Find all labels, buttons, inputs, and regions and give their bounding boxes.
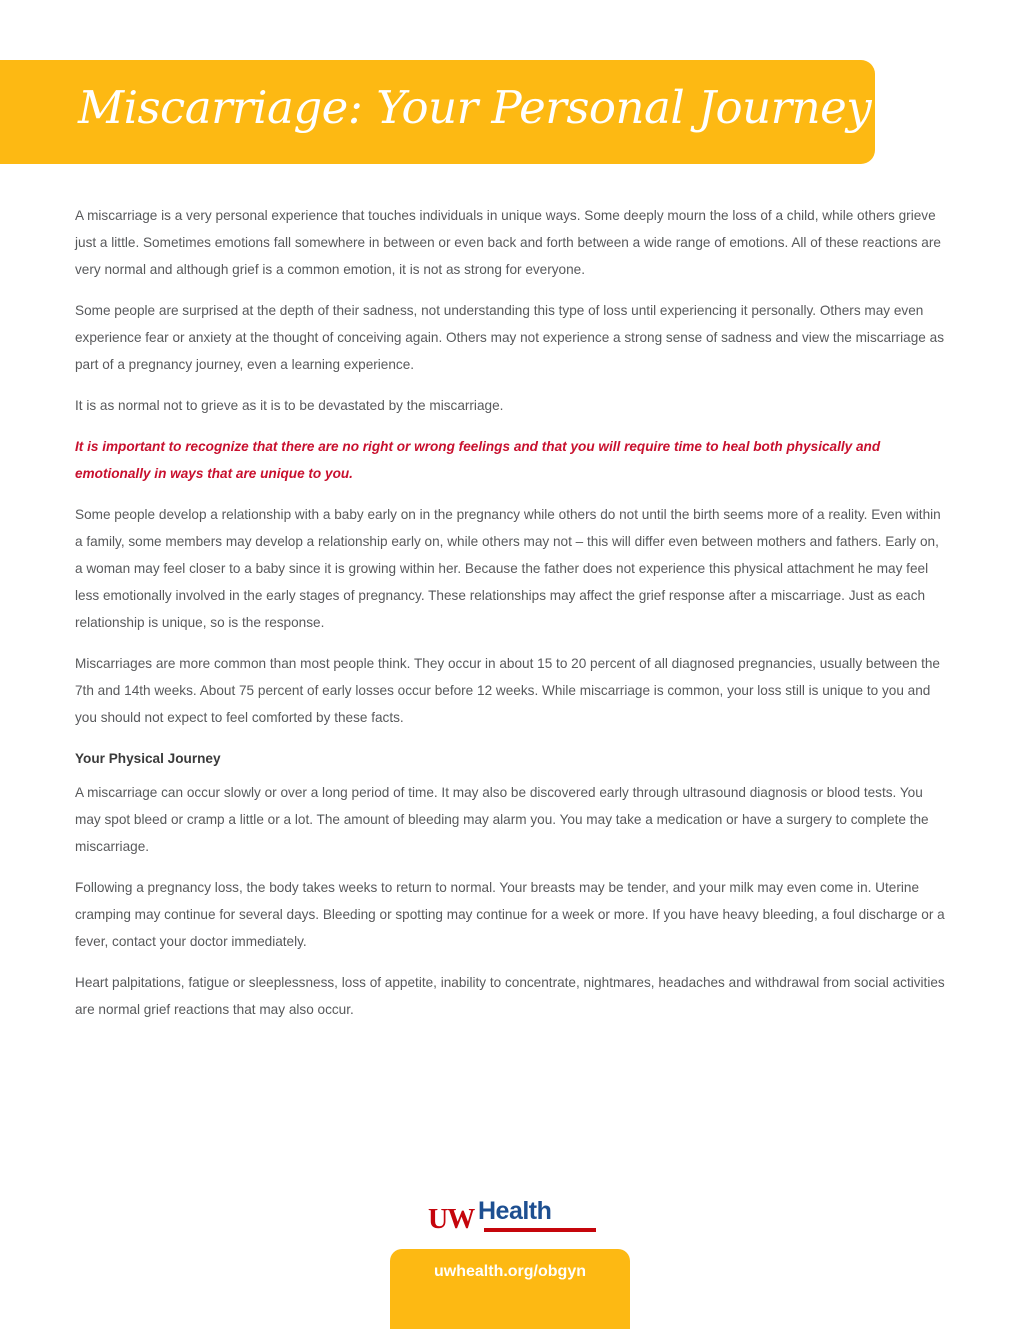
- paragraph-depth-of-sadness: Some people are surprised at the depth of their sadness, not understanding this type of loss until experiencing it personally. Others may even experience fear or anxiety at the thought of conceiving again. Others may not experience a strong sense of sadness and view the miscarriage as part of a pregnancy journey, even a learning experience.: [75, 303, 944, 372]
- logo-underline: [484, 1228, 596, 1232]
- paragraph-emphasis: It is important to recognize that there are no right or wrong feelings and that you will require time to heal both physically and emotionally in ways that are unique to you.: [75, 439, 881, 481]
- logo-uw-text: UW: [428, 1204, 475, 1235]
- document-body: [75, 202, 950, 1037]
- uw-health-logo: [428, 1196, 598, 1236]
- paragraph-normal-not-to-grieve: It is as normal not to grieve as it is to be devastated by the miscarriage.: [75, 398, 504, 413]
- paragraph-physical-recovery: Following a pregnancy loss, the body takes weeks to return to normal. Your breasts may be tender, and your milk may even come in. Uterine cramping may continue for several days. Bleeding or spotting may continue for a week or more. If you have heavy bleeding, a foul discharge or a fever, contact your doctor immediately.: [75, 880, 945, 949]
- logo-health-text: Health: [478, 1197, 552, 1225]
- website-link[interactable]: uwhealth.org/obgyn: [434, 1263, 586, 1280]
- paragraph-relationships: Some people develop a relationship with a baby early on in the pregnancy while others do not until the birth seems more of a reality. Even within a family, some members may develop a relationship early on, while others may not – this will differ even between mothers and fathers. Early on, a woman may feel closer to a baby since it is growing within her. Because the father does not experience this physical attachment he may feel less emotionally involved in the early stages of pregnancy. These relationships may affect the grief response after a miscarriage. Just as each relationship is unique, so is the response.: [75, 507, 941, 630]
- paragraph-statistics: Miscarriages are more common than most people think. They occur in about 15 to 20 percent of all diagnosed pregnancies, usually between the 7th and 14th weeks. About 75 percent of early losses occur before 12 weeks. While miscarriage is common, your loss still is unique to you and you should not expect to feel comforted by these facts.: [75, 656, 940, 725]
- page-title: Miscarriage: Your Personal Journey: [78, 81, 872, 134]
- paragraph-physical-occurrence: A miscarriage can occur slowly or over a long period of time. It may also be discovered early through ultrasound diagnosis or blood tests. You may spot bleed or cramp a little or a lot. The amount of bleeding may alarm you. You may take a medication or have a surgery to complete the miscarriage.: [75, 785, 929, 854]
- url-tab: [390, 1249, 630, 1329]
- section-heading-physical-journey: Your Physical Journey: [75, 751, 221, 766]
- paragraph-intro: A miscarriage is a very personal experience that touches individuals in unique ways. Some deeply mourn the loss of a child, while others grieve just a little. Sometimes emotions fall somewhere in between or even back and forth between a wide range of emotions. All of these reactions are very normal and although grief is a common emotion, it is not as strong for everyone.: [75, 208, 941, 277]
- paragraph-grief-reactions: Heart palpitations, fatigue or sleeplessness, loss of appetite, inability to concentrate, nightmares, headaches and withdrawal from social activities are normal grief reactions that may also occur.: [75, 975, 945, 1017]
